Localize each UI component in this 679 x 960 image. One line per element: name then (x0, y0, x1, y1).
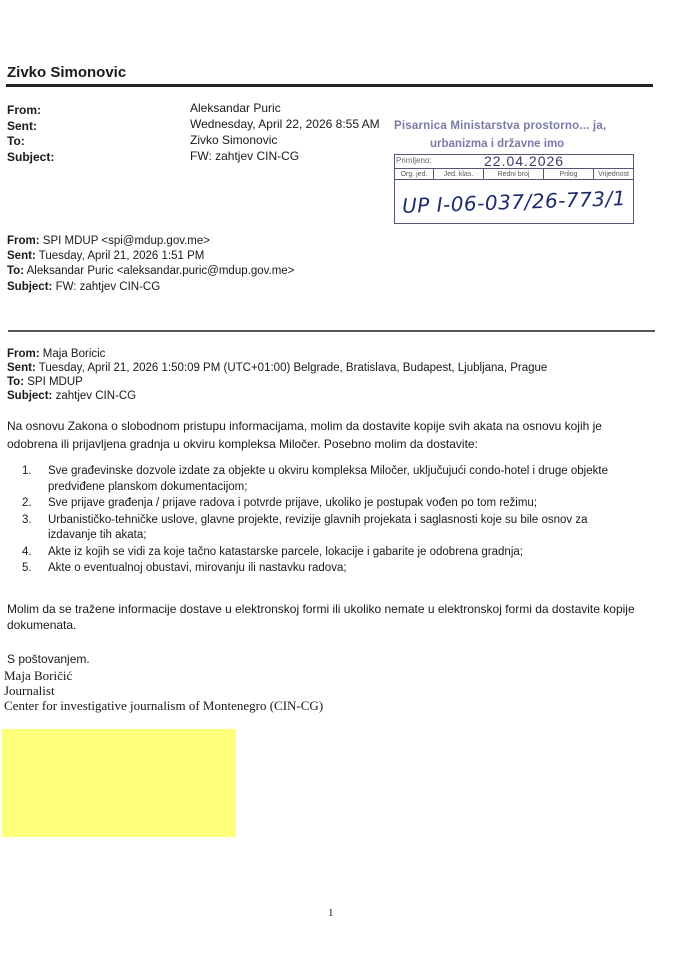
stamp-handwritten-number: UP I-06-037/26-773/1 (401, 186, 627, 218)
stamp-cells (394, 168, 634, 180)
list-item (22, 496, 608, 512)
header-to-value: Zivko Simonovic (190, 133, 278, 147)
signature-name: Maja Boričić (4, 668, 73, 683)
list-item-number: 1. (22, 465, 32, 477)
header-subject-value: FW: zahtjev CIN-CG (190, 149, 300, 163)
header-sent-label: Sent: (7, 119, 37, 133)
forward2-sent-label: Sent: (7, 362, 36, 374)
list-item (22, 513, 608, 544)
forward1-to (7, 264, 294, 278)
forward1-subject-value: FW: zahtjev CIN-CG (55, 281, 161, 293)
forward2-to-value: SPI MDUP (27, 376, 83, 388)
list-item-text-cont: predviđene planskom dokumentacijom; (48, 480, 248, 493)
stamp-line-1: Pisarnica Ministarstva prostorno... ja, (394, 120, 607, 132)
forward1-sent-value: Tuesday, April 21, 2026 1:51 PM (38, 250, 205, 262)
forward2-from-value: Maja Boricic (42, 348, 106, 360)
intro-line-1: Na osnovu Zakona o slobodnom pristupu informacijama, molim da dostavite kopije svih akata na osnovu kojih je (7, 419, 602, 433)
stamp-received-label: Primljeno: (396, 156, 432, 165)
stamp-line-2: urbanizma i državne imo (430, 138, 565, 150)
closing-line-1: Molim da se tražene informacije dostave u elektronskoj formi ili ukoliko nemate u elektronskoj formi da dostavite kopije (7, 602, 635, 616)
forward1-to-label: To: (7, 265, 25, 277)
header-from-label: From: (7, 103, 41, 117)
list-item-number: 2. (22, 497, 32, 509)
forward2-from (7, 347, 105, 361)
stamp-cell-value: Vrijednost (594, 168, 634, 180)
list-item-text: Sve prijave građenja / prijave radova i potvrde prijave, ukoliko je postupak vođen po tom režimu; (48, 497, 538, 509)
header-subject-label: Subject: (7, 150, 55, 164)
forward-divider (8, 330, 655, 332)
forward1-from-value: SPI MDUP <spi@mdup.gov.me> (42, 235, 211, 247)
stamp-date: 22.04.2026 (484, 153, 565, 169)
list-item (22, 545, 608, 561)
forward1-sent (7, 249, 204, 263)
document-owner-name: Zivko Simonovic (7, 64, 127, 81)
forward1-subject-label: Subject: (7, 281, 53, 293)
forward1-from (7, 234, 210, 248)
forward1-subject (7, 280, 160, 294)
header-divider (6, 84, 653, 87)
forward1-sent-label: Sent: (7, 250, 36, 262)
forward2-subject-label: Subject: (7, 390, 53, 402)
signature-greeting: S poštovanjem. (7, 652, 90, 666)
forward2-sent (7, 361, 547, 375)
header-to-label: To: (7, 134, 25, 148)
forward2-subject (7, 389, 136, 403)
forward1-from-label: From: (7, 235, 40, 247)
list-item-text-cont: izdavanje tih akata; (48, 529, 147, 541)
header-sent-value: Wednesday, April 22, 2026 8:55 AM (190, 117, 380, 131)
request-list (22, 464, 608, 578)
list-item-text: Akte o eventualnoj obustavi, mirovanju ili nastavku radova; (48, 562, 347, 574)
list-item-number: 3. (22, 513, 32, 526)
list-item-text: Akte iz kojih se vidi za koje tačno katastarske parcele, lokacije i gabarite je odobrena gradnja; (48, 545, 523, 558)
stamp-cell-org: Org. jed. (394, 168, 434, 180)
stamp-cell-number: Redni broj (484, 168, 544, 180)
stamp-cell-attachment: Prilog (544, 168, 594, 180)
header-from-value: Aleksandar Puric (190, 101, 281, 115)
page-number: 1 (328, 907, 334, 919)
forward2-sent-value: Tuesday, April 21, 2026 1:50:09 PM (UTC+01:00) Belgrade, Bratislava, Budapest, Ljubljana, Prague (38, 362, 548, 374)
signature-org: Center for investigative journalism of Montenegro (CIN-CG) (4, 698, 324, 713)
stamp-cell-class: Jed. klas. (434, 168, 484, 180)
forward2-to-label: To: (7, 376, 25, 388)
list-item (22, 561, 608, 577)
list-item-number: 5. (22, 562, 32, 574)
redaction-highlight (2, 729, 236, 837)
forward2-to (7, 375, 83, 389)
closing-line-2: dokumenata. (7, 618, 77, 632)
list-item-number: 4. (22, 545, 32, 558)
intro-line-2: odobrena ili prijavljena gradnja u okviru kompleksa Miločer. Posebno molim da dostavite: (7, 437, 478, 451)
list-item (22, 464, 608, 495)
forward2-subject-value: zahtjev CIN-CG (55, 390, 137, 402)
forward2-from-label: From: (7, 348, 40, 360)
list-item-text: Urbanističko-tehničke uslove, glavne projekte, revizije glavnih projekata i saglasnosti koje su bile osnov za (48, 513, 588, 526)
list-item-text: Sve građevinske dozvole izdate za objekte u okviru kompleksa Miločer, uključujući condo-hotel i druge objekte (48, 465, 608, 477)
forward1-to-value: Aleksandar Puric <aleksandar.puric@mdup.gov.me> (26, 265, 295, 277)
signature-role: Journalist (4, 683, 55, 698)
